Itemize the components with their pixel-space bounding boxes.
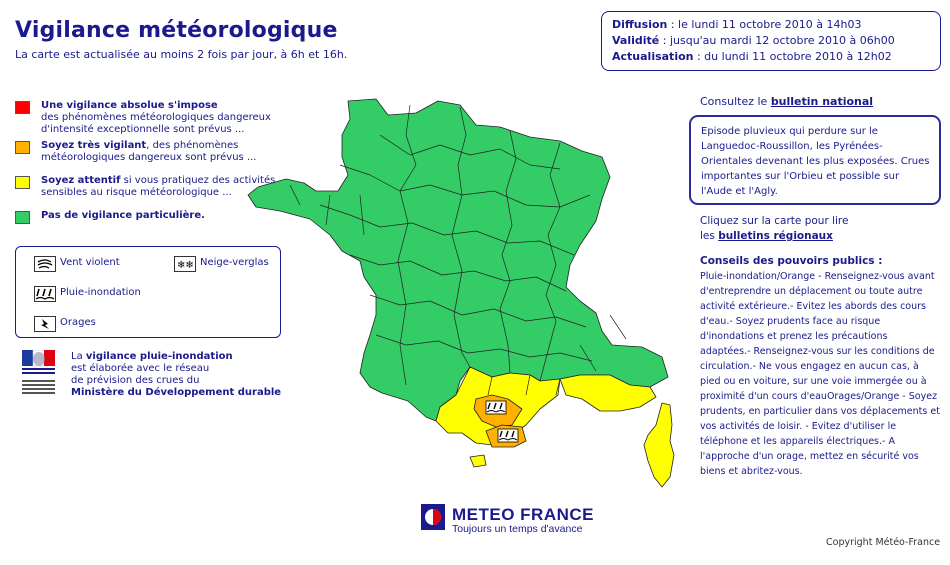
episode-summary-box: Episode pluvieux qui perdure sur le Languedoc-Roussillon, les Pyrénées-Orientales devenant les plus exposées. Crues importantes sur l'Orbieu et possible sur l'Aude et l'Agly.	[689, 115, 941, 205]
svg-text:❄❄: ❄❄	[177, 260, 194, 271]
legend-swatch-yellow	[15, 176, 30, 189]
mainland-green-zone[interactable]	[248, 99, 668, 421]
legend-swatch-red	[15, 101, 30, 114]
legend-swatch-green	[15, 211, 30, 224]
conseils-text: Pluie-inondation/Orange - Renseignez-vous avant d'entreprendre un déplacement ou toute autre activité extérieure.- Evitez les abords des cours d'eau.- Soyez prudents face au risque d'inondations et prenez les précautions adaptées.- Renseignez-vous sur les conditions de circulation.- Ne vous engagez en aucun cas, à pied ou en voiture, sur une voie immergée ou à proximité d'un cours d'eauOrages/Orange - Soyez prudents, en particulier dans vos déplacements et vos activités de loisir. - Evitez d'utiliser le téléphone et les appareils électriques.- A l'approche d'un orage, mettez en sécurité vos biens et abritez-vous.	[700, 271, 940, 477]
pluie-inondation-note: La vigilance pluie-inondation est élaborée avec le réseau de prévision des crues du Ministère du Développement durable	[71, 351, 282, 398]
copyright: Copyright Météo-France	[826, 537, 941, 548]
click-map-hint: Cliquez sur la carte pour lire les bulletins régionaux	[700, 215, 849, 242]
rain-flood-icon	[498, 429, 518, 442]
page-title: Vigilance météorologique	[15, 18, 338, 43]
diffusion-line: Diffusion : le lundi 11 octobre 2010 à 14h03	[612, 18, 862, 31]
phenomena-legend-box: Vent violent ❄❄ Neige-verglas Pluie-inondation Orages	[15, 246, 281, 338]
meteo-france-logo-icon	[420, 503, 446, 531]
legend-swatch-orange	[15, 141, 30, 154]
snowflake-icon	[174, 256, 196, 272]
rain-flood-icon	[34, 286, 56, 302]
conseils-title: Conseils des pouvoirs publics :	[700, 255, 883, 267]
lightning-icon	[34, 316, 56, 332]
rain-flood-icon	[486, 401, 506, 414]
small-yellow-mark	[470, 455, 486, 467]
actualisation-line: Actualisation : du lundi 11 octobre 2010 à 12h02	[612, 50, 892, 63]
page-subtitle: La carte est actualisée au moins 2 fois par jour, à 6h et 16h.	[15, 48, 348, 61]
wind-icon	[34, 256, 56, 272]
corsica-yellow-zone[interactable]	[644, 403, 674, 487]
republique-francaise-logo	[20, 350, 58, 400]
meteo-france-tagline: Toujours un temps d'avance	[452, 523, 583, 535]
bulletin-national-link[interactable]: bulletin national	[770, 95, 874, 108]
validite-line: Validité : jusqu'au mardi 12 octobre 2010 à 06h00	[612, 34, 895, 47]
conseils-section	[700, 254, 940, 479]
meteo-france-brand: METEO FRANCE	[452, 505, 594, 524]
france-vigilance-map[interactable]	[230, 95, 690, 495]
bulletins-regionaux-link[interactable]: bulletins régionaux	[718, 230, 833, 242]
validity-info-box	[601, 11, 941, 71]
consultez-line: Consultez le bulletin national	[700, 95, 874, 108]
